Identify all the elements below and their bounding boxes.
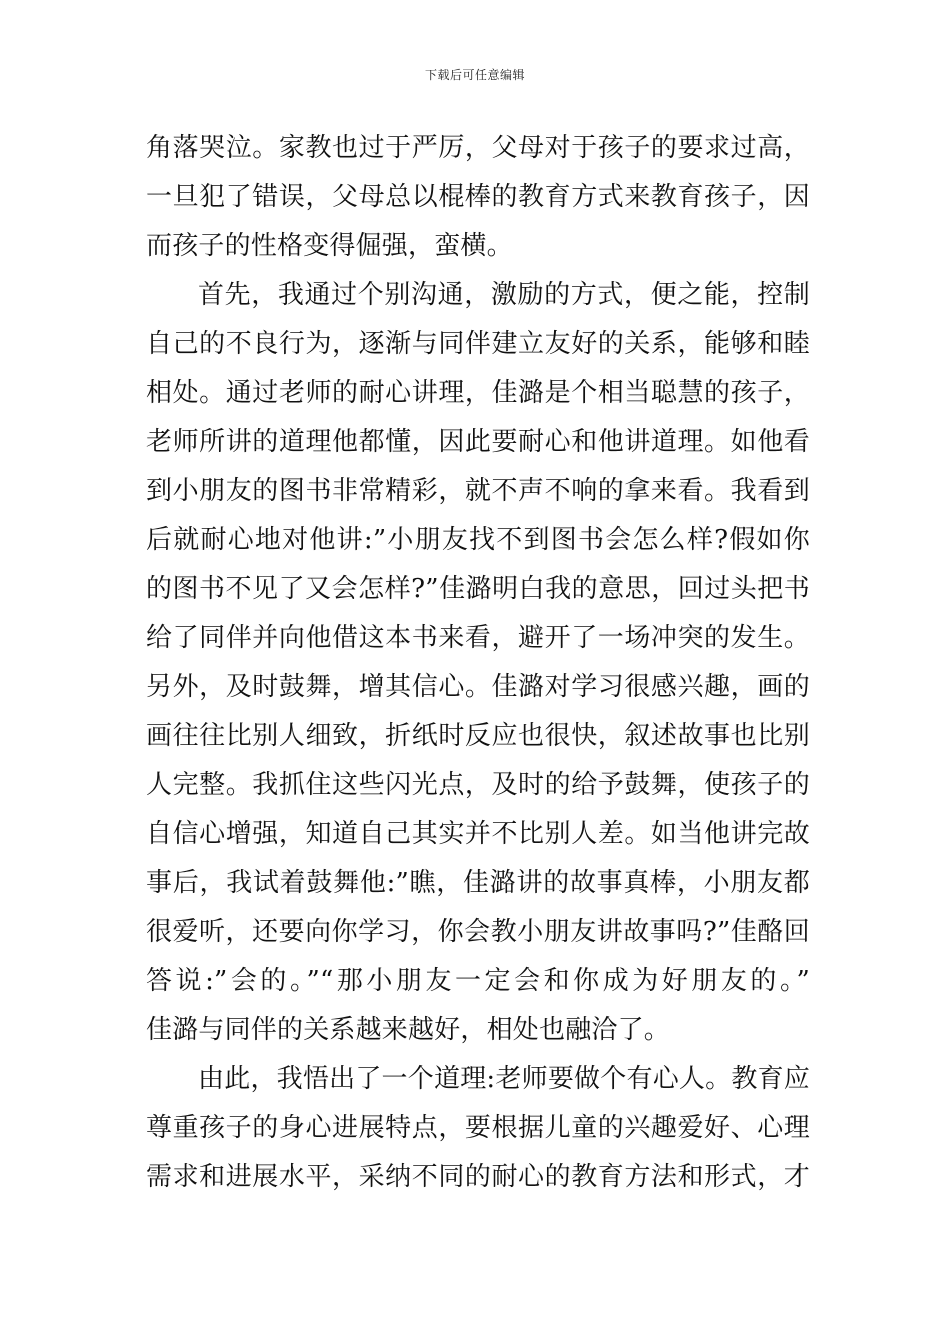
text-line: 后就耐心地对他讲:”小朋友找不到图书会怎么样?假如你 [146,525,810,555]
body-text [146,124,810,1202]
text-line: 给了同伴并向他借这本书来看，避开了一场冲突的发生。 [146,623,810,653]
text-line: 的图书不见了又会怎样?”佳潞明白我的意思，回过头把书 [146,574,810,604]
text-line: 老师所讲的道理他都懂，因此要耐心和他讲道理。如他看 [146,427,810,457]
text-line: 尊重孩子的身心进展特点，要根据儿童的兴趣爱好、心理 [146,1113,810,1143]
text-line: 很爱听，还要向你学习，你会教小朋友讲故事吗?”佳酪回 [146,917,810,947]
text-line: 自己的不良行为，逐渐与同伴建立友好的关系，能够和睦 [146,329,810,359]
text-line: 答说:”会的。”“那小朋友一定会和你成为好朋友的。” [146,966,810,996]
text-line: 到小朋友的图书非常精彩，就不声不响的拿来看。我看到 [146,476,810,506]
text-line: 一旦犯了错误，父母总以棍棒的教育方式来教育孩子，因 [146,182,810,212]
text-line: 自信心增强，知道自己其实并不比别人差。如当他讲完故 [146,819,810,849]
text-line: 角落哭泣。家教也过于严厉，父母对于孩子的要求过高， [146,133,810,163]
text-line: 另外，及时鼓舞，增其信心。佳潞对学习很感兴趣，画的 [146,672,810,702]
page-header: 下载后可任意编辑 [424,68,525,82]
text-line: 而孩子的性格变得倔强，蛮横。 [146,231,513,261]
text-line: 人完整。我抓住这些闪光点，及时的给予鼓舞，使孩子的 [146,770,810,800]
paragraph-first-line: 首先，我通过个别沟通，激励的方式，便之能，控制 [198,280,810,310]
text-line: 佳潞与同伴的关系越来越好，相处也融洽了。 [146,1015,671,1045]
text-line: 相处。通过老师的耐心讲理，佳潞是个相当聪慧的孩子， [146,378,810,408]
paragraph-first-line: 由此，我悟出了一个道理:老师要做个有心人。教育应 [198,1064,810,1094]
text-line: 事后，我试着鼓舞他:”瞧，佳潞讲的故事真棒，小朋友都 [146,868,810,898]
text-line: 需求和进展水平，采纳不同的耐心的教育方法和形式，才 [146,1162,810,1192]
text-line: 画往往比别人细致，折纸时反应也很快，叙述故事也比别 [146,721,810,751]
